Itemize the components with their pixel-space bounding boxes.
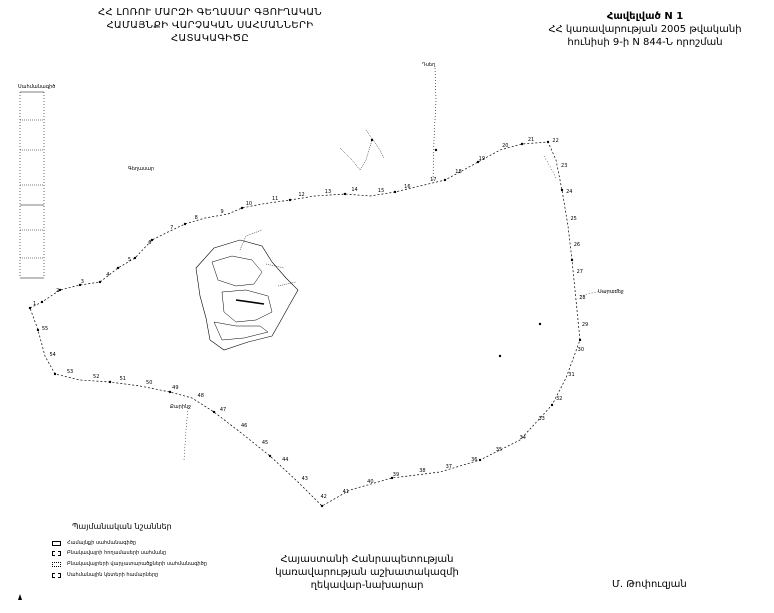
- boundary-point-label: 7: [170, 225, 174, 232]
- boundary-point-label: 14: [351, 187, 358, 194]
- title-line-3: ՀԱՏԱԿԱԳԻԾԸ: [171, 33, 249, 44]
- boundary-point-label: 54: [49, 351, 56, 358]
- boundary-point-label: 39: [392, 471, 400, 478]
- boundary-point-label: 35: [495, 446, 503, 453]
- legend-item-3-label: Բնակավայրերի վարչատարածքների սահմանագիծը: [67, 561, 207, 567]
- boundary-point-label: 12: [298, 192, 305, 199]
- boundary-point-label: 8: [194, 215, 198, 222]
- boundary-point-label: 9: [220, 208, 224, 215]
- boundary-point-label: 24: [566, 189, 573, 196]
- annex-line-3: հունիսի 9-ի N 844-Ն որոշման: [567, 37, 723, 48]
- boundary-point-label: 5: [127, 256, 132, 263]
- boundary-point-label: 25: [570, 215, 577, 222]
- boundary-point-label: 48: [197, 392, 204, 399]
- boundary-point-label: 46: [241, 423, 248, 430]
- legend-item-1-label: Համայնքի սահմանագիծը: [67, 540, 136, 546]
- label-settlement-east: Սարամեջ: [598, 289, 624, 295]
- title-line-2: ՀԱՄԱՅՆՔԻ ՎԱՐՉԱԿԱՆ ՍԱՀՄԱՆՆԵՐԻ: [106, 20, 314, 31]
- boundary-point-label: 23: [561, 163, 568, 170]
- boundary-point-label: 50: [146, 379, 153, 386]
- boundary-point-label: 42: [320, 494, 327, 501]
- legend-swatch-solid: [52, 541, 61, 546]
- boundary-point-label: 16: [404, 183, 411, 190]
- legend-item-1: [52, 540, 136, 546]
- ministry-line-1: Հայաստանի Հանրապետության: [280, 554, 454, 565]
- northern-spur: [433, 68, 436, 180]
- boundary-point-label: 27: [576, 268, 583, 275]
- boundary-point-label: 2: [56, 287, 60, 294]
- boundary-point-label: 19: [478, 156, 486, 163]
- north-arrow: [18, 594, 22, 600]
- boundary-point-label: 1: [33, 301, 37, 307]
- annex-line-2: ՀՀ կառավարության 2005 թվականի: [548, 24, 742, 35]
- legend-item-4: [52, 572, 158, 578]
- boundary-point-label: 17: [430, 177, 437, 184]
- ministry-line-2: կառավարության աշխատակազմի: [275, 567, 459, 578]
- boundary-point-label: 26: [573, 242, 581, 249]
- boundary-point-label: 34: [519, 434, 526, 441]
- boundary-point-label: 29: [581, 321, 589, 328]
- label-settlement-south: Քարինջ: [170, 404, 191, 410]
- boundary-point-label: 31: [568, 372, 575, 379]
- boundary-point-label: 21: [527, 136, 535, 143]
- legend-item-2: [52, 550, 166, 556]
- boundary-point-label: 43: [301, 475, 308, 482]
- boundary-point-label: 22: [552, 138, 559, 145]
- annex-line-1: Հավելված N 1: [606, 11, 684, 22]
- ministry-block: [262, 553, 472, 592]
- boundary-point-label: 40: [367, 478, 374, 485]
- boundary-point-label: 6: [148, 240, 152, 247]
- legend-swatch-points: [52, 573, 61, 578]
- boundary-point-label: 15: [377, 188, 385, 195]
- boundary-point-label: 32: [555, 396, 563, 403]
- boundary-point-label: 33: [538, 416, 545, 423]
- boundary-point-label: 49: [172, 384, 179, 391]
- label-settlement-west: Գեղասար: [128, 166, 155, 172]
- north-features: [340, 130, 384, 170]
- legend-item-4-label: Սահմանային կետերի համարները: [67, 572, 159, 578]
- boundary-point-label: 4: [106, 272, 110, 279]
- boundary-point-label: 36: [471, 456, 478, 463]
- boundary-point-label: 44: [282, 457, 289, 464]
- boundary-point-label: 18: [455, 169, 462, 176]
- label-scale-title: Սահմանագիծ: [18, 84, 56, 90]
- label-settlement-north: Դսեղ: [422, 62, 436, 68]
- boundary-point-label: 10: [245, 200, 253, 207]
- settlement-area: [196, 230, 298, 350]
- legend-title: Պայմանական նշաններ: [72, 522, 172, 531]
- boundary-point-label: 47: [219, 407, 227, 414]
- boundary-point-label: 51: [119, 375, 126, 382]
- ministry-line-3: ղեկավար-նախարար: [310, 580, 424, 591]
- boundary-point-label: 28: [579, 295, 586, 302]
- boundary-point-label: 52: [93, 373, 100, 380]
- boundary-point-label: 37: [445, 464, 452, 471]
- boundary-point-label: 53: [66, 369, 74, 376]
- boundary-point-label: 3: [80, 278, 84, 285]
- boundary-point-label: 11: [271, 196, 279, 202]
- title-line-1: ՀՀ ԼՈՌՈՒ ՄԱՐԶԻ ԳԵՂԱՍԱՐ ԳՅՈՒՂԱԿԱՆ: [98, 7, 322, 18]
- boundary-point-label: 13: [324, 188, 332, 195]
- boundary-point-label: 45: [261, 440, 269, 447]
- legend-item-3: [52, 561, 207, 567]
- signature: Մ. Թոփուզյան: [612, 579, 687, 590]
- boundary-point-label: 30: [577, 347, 585, 354]
- legend-swatch-dotted: [52, 562, 61, 567]
- legend-item-2-label: Բնակավայրի հողամասերի սահմանը: [67, 550, 167, 556]
- boundary-point-label: 20: [502, 143, 509, 150]
- boundary-point-label: 55: [41, 326, 49, 333]
- left-scale: [20, 92, 44, 278]
- boundary-point-label: 38: [419, 467, 426, 474]
- legend-swatch-dashed: [52, 551, 61, 556]
- boundary-point-label: 41: [342, 488, 349, 495]
